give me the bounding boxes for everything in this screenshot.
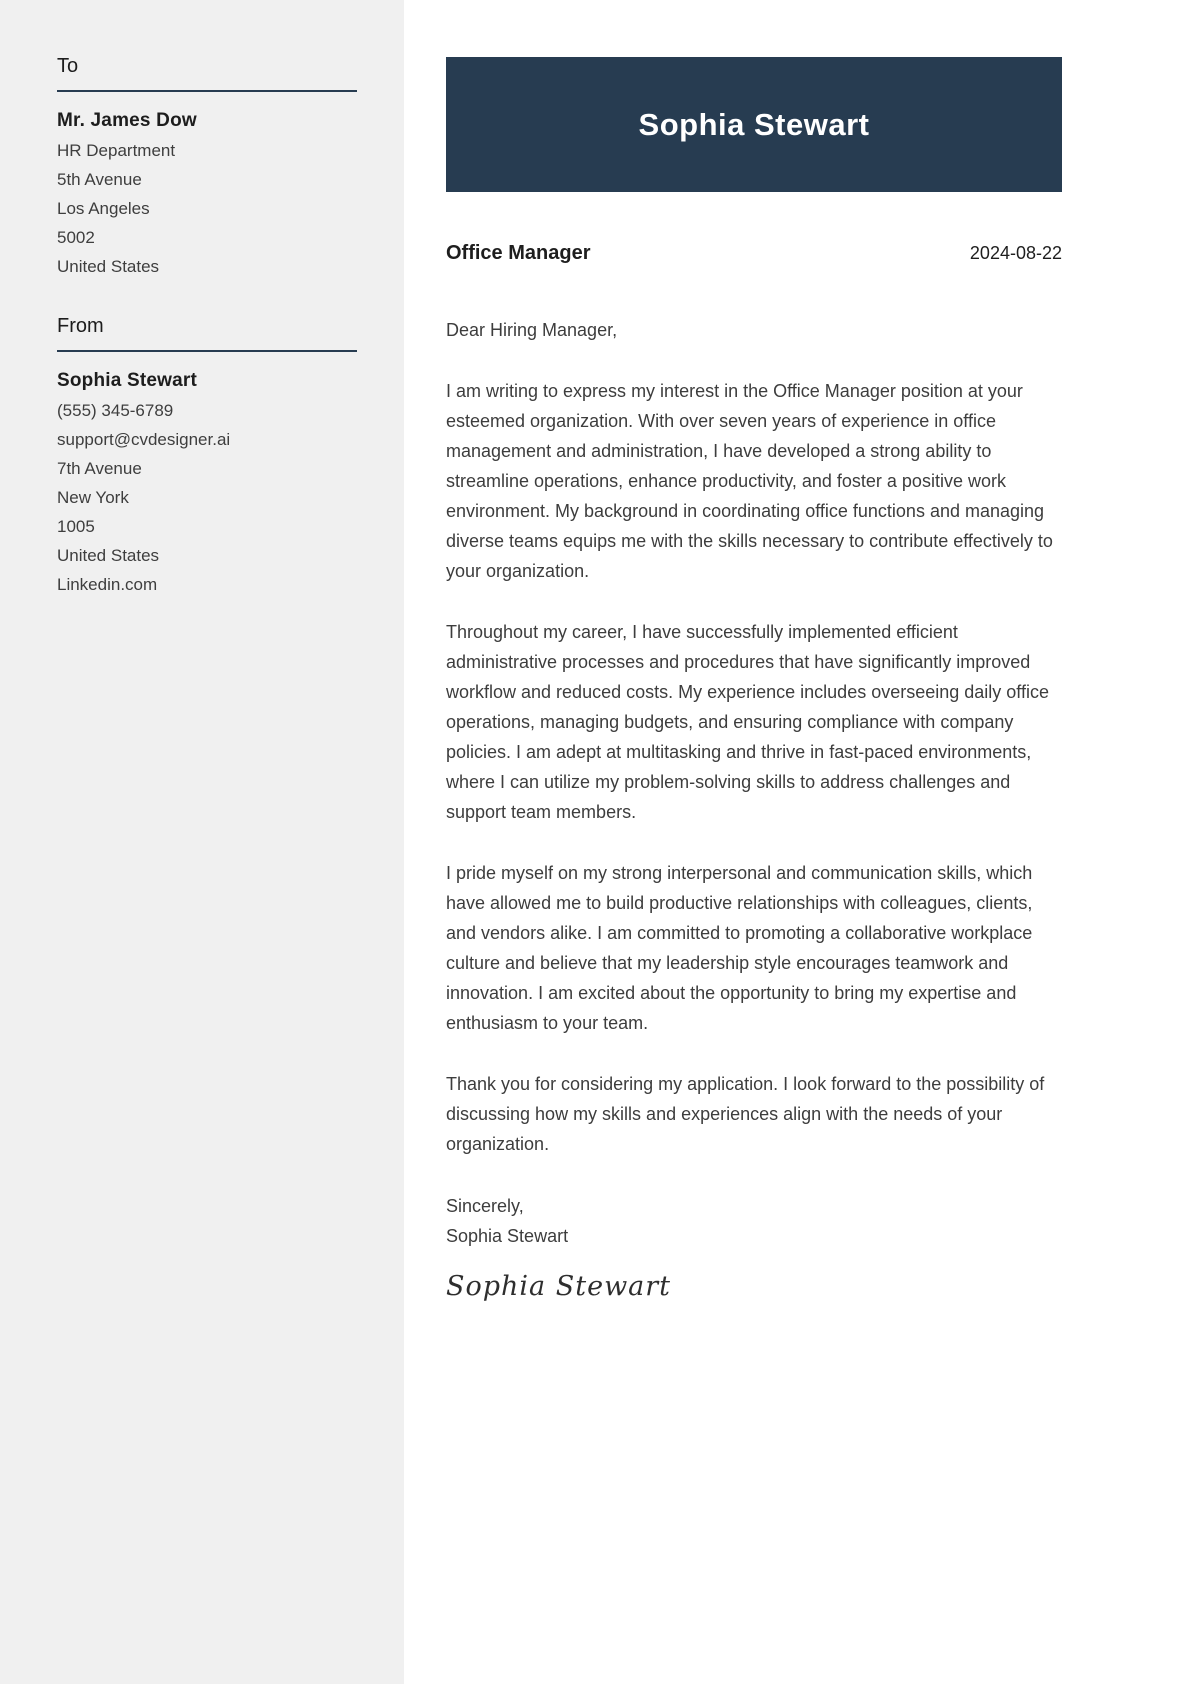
paragraph-intro: I am writing to express my interest in the Office Manager position at your esteemed organization. With over seven years of experience in office management and administration, I have developed a strong ability to streamline operations, enhance productivity, and foster a positive work environment. My background in coordinating office functions and managing diverse teams equips me with the skills necessary to contribute effectively to your organization.: [446, 381, 1053, 581]
to-heading: To: [57, 55, 79, 77]
paragraph-thanks: Thank you for considering my application. I look forward to the possibility of discussing how my skills and experiences align with the needs of your organization.: [446, 1074, 1045, 1154]
signature-script: Sophia Stewart: [446, 1271, 672, 1302]
sender-name: Sophia Stewart: [57, 370, 198, 391]
from-divider: [57, 350, 357, 352]
job-title: Office Manager: [446, 242, 591, 264]
salutation: Dear Hiring Manager,: [446, 320, 618, 340]
recipient-name: Mr. James Dow: [57, 110, 197, 131]
paragraph-experience: Throughout my career, I have successfully implemented efficient administrative processes and procedures that have significantly improved workflow and reduced costs. My experience includes overseeing daily office operations, managing budgets, and ensuring compliance with company policies. I am adept at multitasking and thrive in fast-paced environments, where I can utilize my problem-solving skills to address challenges and support team members.: [446, 622, 1049, 822]
recipient-department: HR Department: [57, 141, 176, 160]
name-banner: [446, 57, 1062, 192]
sender-phone: (555) 345-6789: [57, 401, 174, 420]
sender-section: [57, 315, 357, 599]
letter-main: [446, 0, 1062, 1302]
recipient-zip: 5002: [57, 228, 95, 247]
closing: Sincerely,: [446, 1196, 524, 1216]
recipient-street: 5th Avenue: [57, 170, 142, 189]
to-divider: [57, 90, 357, 92]
paragraph-skills: I pride myself on my strong interpersonal and communication skills, which have allowed me to build productive relationships with colleagues, clients, and vendors alike. I am committed to promoting a collaborative workplace culture and believe that my leadership style encourages teamwork and innovation. I am excited about the opportunity to bring my expertise and enthusiasm to your team.: [446, 863, 1033, 1033]
sidebar: [0, 0, 404, 1684]
sender-linkedin: Linkedin.com: [57, 575, 158, 594]
meta-row: [446, 242, 1062, 265]
sender-zip: 1005: [57, 517, 95, 536]
sender-email: support@cvdesigner.ai: [57, 430, 231, 449]
sender-country: United States: [57, 546, 160, 565]
sender-city: New York: [57, 488, 129, 507]
recipient-section: [57, 55, 357, 281]
recipient-city: Los Angeles: [57, 199, 150, 218]
from-heading: From: [57, 315, 104, 337]
recipient-country: United States: [57, 257, 160, 276]
letter-date: 2024-08-22: [969, 243, 1062, 263]
signer-name: Sophia Stewart: [446, 1226, 569, 1246]
sender-street: 7th Avenue: [57, 459, 142, 478]
candidate-name: Sophia Stewart: [638, 106, 870, 142]
